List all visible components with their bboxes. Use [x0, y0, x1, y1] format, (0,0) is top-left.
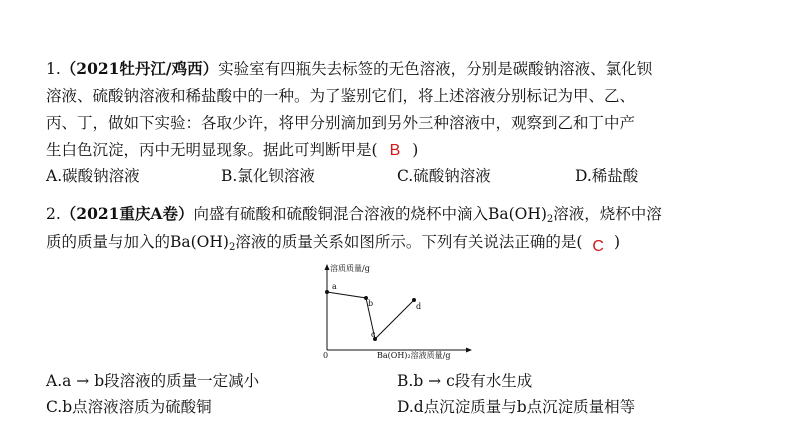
q1-source: （2021牡丹江/鸡西） [60, 59, 219, 78]
q2-text-1b: 溶液，烧杯中溶 [553, 205, 662, 223]
label-c: c [371, 330, 376, 339]
q2-graph [300, 262, 500, 367]
q1-line-4 [46, 139, 418, 162]
q1-option-d: D.稀盐酸 [575, 167, 639, 185]
y-axis-label: 溶质质量/g [330, 264, 370, 273]
q2-option-d: D.d点沉淀质量与b点沉淀质量相等 [397, 398, 636, 416]
q1-close-paren: ) [412, 141, 419, 159]
point-a [325, 290, 329, 294]
x-axis-arrow [466, 348, 472, 353]
label-d: d [416, 302, 422, 311]
q2-close-paren: ) [613, 233, 621, 251]
q2-option-b: B.b → c段有水生成 [397, 372, 533, 390]
q1-text-1: 实验室有四瓶失去标签的无色溶液，分别是碳酸钠溶液、氯化钡 [218, 60, 653, 78]
q1-option-b: B.氯化钡溶液 [221, 167, 315, 185]
q2-sub-1: 2 [546, 214, 554, 225]
q1-line-2: 溶液、硫酸钠溶液和稀盐酸中的一种。为了鉴别它们，将上述溶液分别标记为甲、乙、 [46, 87, 636, 105]
q1-option-c: C.硫酸钠溶液 [397, 167, 491, 185]
q1-option-a: A.碳酸钠溶液 [46, 167, 140, 185]
q2-sub-2: 2 [228, 242, 236, 253]
label-b: b [368, 299, 374, 308]
q1-number: 1. [46, 60, 61, 78]
q1-text-4: 生白色沉淀，丙中无明显现象。据此可判断甲是( [46, 141, 378, 159]
q2-text-1a: 向盛有硫酸和硫酸铜混合溶液的烧杯中滴入Ba(OH) [193, 205, 547, 223]
q2-text-2b: 溶液的质量关系如图所示。下列有关说法正确的是( [235, 233, 583, 251]
label-a: a [332, 282, 337, 291]
q2-text-2a: 质的质量与加入的Ba(OH) [46, 233, 229, 251]
q2-number: 2. [46, 205, 61, 223]
q2-line-2 [46, 231, 620, 259]
q2-source: （2021重庆A卷） [60, 204, 194, 223]
q2-line-1 [46, 203, 662, 231]
origin-label: 0 [323, 351, 329, 360]
x-axis-label: Ba(OH)₂溶液质量/g [377, 351, 451, 360]
q1-line-1 [46, 58, 652, 80]
q2-option-c: C.b点溶液溶质为硫酸铜 [46, 398, 212, 416]
y-axis-arrow [325, 264, 330, 270]
q2-option-a: A.a → b段溶液的质量一定减小 [46, 372, 260, 390]
q2-answer: C [592, 238, 604, 255]
q1-line-3: 丙、丁，做如下实验：各取少许，将甲分别滴加到另外三种溶液中，观察到乙和丁中产 [46, 114, 636, 132]
q1-answer: B [389, 142, 401, 159]
